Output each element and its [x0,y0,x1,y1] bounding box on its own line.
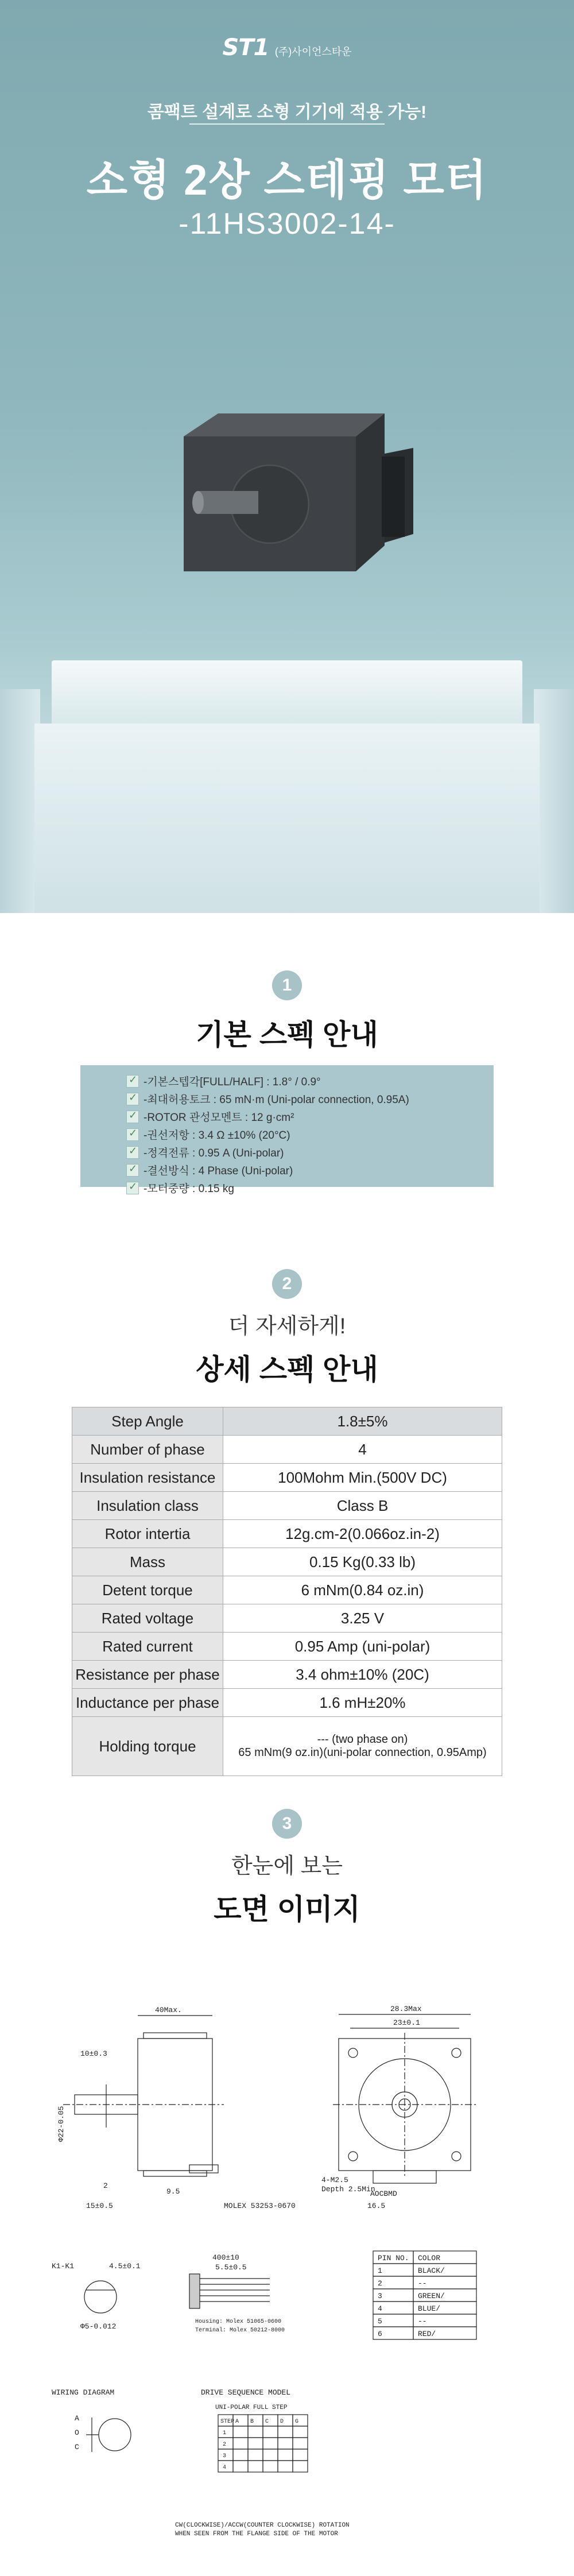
section-title: 기본 스펙 안내 [196,1019,378,1051]
wiring-diagram [52,2388,131,2452]
drive-title: DRIVE SEQUENCE MODEL [201,2388,291,2397]
holding-line-1: --- (two phase on) [317,1733,408,1746]
side-view [57,2006,224,2210]
drive-header-cell: G [295,2419,299,2425]
holding-line-2: 65 mNm(9 oz.in)(uni-polar connection, 0.95Amp) [238,1746,487,1759]
spec-table-row [72,1407,502,1436]
logo-mark: ST1 [222,34,269,61]
stepper-motor-image [166,402,430,597]
spec-item-text: -정격전류 : 0.95 A (Uni-polar) [144,1147,284,1159]
dim-phi5: Φ5-0.012 [80,2322,117,2331]
dim-phi22: Φ22-0.05 [57,2106,65,2142]
detail-spec-table [72,1407,502,1776]
pin-table-cell: -- [418,2279,427,2288]
spec-value: 4 [223,1436,502,1464]
dim-23: 23±0.1 [393,2018,420,2027]
product-model: -11HS3002-14- [179,207,395,241]
spec-value [223,1717,502,1776]
section-title: 상세 스펙 안내 [196,1353,378,1386]
spec-item [80,1125,494,1143]
pin-table-cell: BLACK/ [418,2266,445,2275]
spec-value: 6 mNm(0.84 oz.in) [223,1576,502,1604]
dim-28-3: 28.3Max [390,2005,422,2013]
housing-label: Housing: Molex 51065-0600 [195,2319,282,2325]
dim-15: 15±0.5 [86,2202,113,2210]
spec-item-text: -최대허용토크 : 65 mN·m (Uni-polar connection, 0.95A) [144,1094,409,1106]
dim-k1: K1-K1 [52,2262,75,2271]
check-icon [126,1128,139,1141]
svg-text:A: A [75,2414,79,2423]
pin-table-header: COLOR [418,2254,441,2262]
footnote-2: WHEN SEEN FROM THE FLANGE SIDE OF THE MOTOR [175,2531,338,2538]
check-icon [126,1093,139,1105]
pin-table-cell: 4 [378,2304,382,2313]
dim-9-5: 9.5 [166,2187,180,2196]
technical-drawing [52,1998,522,2544]
check-icon [126,1146,139,1159]
pin-table-cell: 3 [378,2292,382,2300]
logo-company: (주)사이언스타운 [274,46,352,57]
spec-key: Inductance per phase [72,1689,223,1717]
wiring-title: WIRING DIAGRAM [52,2388,115,2397]
spec-key: Rotor intertia [72,1520,223,1548]
spec-item [80,1090,494,1108]
spec-key: Mass [72,1548,223,1576]
drawing-section [0,1809,574,1928]
pin-table-cell: RED/ [418,2330,436,2338]
spec-key: Rated voltage [72,1604,223,1633]
spec-table-row [72,1689,502,1717]
drive-header-cell: D [280,2419,284,2425]
spec-item [80,1072,494,1090]
drive-step-cell: 2 [223,2442,227,2448]
detail-spec-section [0,1269,574,1388]
pin-table-cell: GREEN/ [418,2292,445,2300]
drive-step-cell: 1 [223,2430,227,2436]
spec-key: Detent torque [72,1576,223,1604]
dim-400: 400±10 [212,2253,239,2262]
spec-key: Number of phase [72,1436,223,1464]
spec-value: 1.8±5% [223,1407,502,1436]
spec-key: Insulation class [72,1492,223,1520]
pin-table-cell: BLUE/ [418,2304,441,2313]
section-number: 1 [272,970,302,1000]
product-title: 소형 2상 스테핑 모터 [86,156,488,204]
pin-table-header: PIN NO. [378,2254,409,2262]
drive-subtitle: UNI-POLAR FULL STEP [215,2404,288,2411]
dim-40max: 40Max. [155,2006,182,2014]
spec-value: 100Mohm Min.(500V DC) [223,1464,502,1492]
spec-table-row [72,1661,502,1689]
check-icon [126,1075,139,1088]
drive-header-cell: C [265,2419,269,2425]
spec-item [80,1143,494,1161]
dim-4-5: 4.5±0.1 [109,2262,141,2271]
drive-header-cell: A [235,2419,239,2425]
section-number: 3 [272,1809,302,1839]
spec-item-text: -결선방식 : 4 Phase (Uni-polar) [144,1165,293,1177]
pin-table [373,2251,476,2339]
footnote-1: CW(CLOCKWISE)/ACCW(COUNTER CLOCKWISE) ROTATION [175,2522,350,2529]
dim-10: 10±0.3 [80,2049,107,2058]
front-view [224,2005,476,2210]
pedestal-face [34,724,540,913]
svg-text:O: O [75,2428,79,2437]
dim-5-5: 5.5±0.5 [215,2263,247,2272]
spec-item [80,1161,494,1179]
drive-step-cell: 4 [223,2465,227,2471]
spec-table-row [72,1520,502,1548]
dim-m25: 4-M2.5 [321,2176,348,2184]
check-icon [126,1182,139,1194]
pin-table-cell: -- [418,2317,427,2326]
spec-key: Holding torque [72,1717,223,1776]
spec-item-text: -모터중량 : 0.15 kg [144,1183,234,1195]
pin-table-cell: 2 [378,2279,382,2288]
spec-value: 3.25 V [223,1604,502,1633]
tagline-underline [189,123,385,125]
spec-key: Resistance per phase [72,1661,223,1689]
spec-item-text: -ROTOR 관성모멘트 : 12 g·cm² [144,1112,294,1124]
dim-depth: Depth 2.5Min [321,2185,375,2194]
basic-spec-section [0,970,574,1053]
cable-detail [189,2253,285,2334]
spec-table-row [72,1604,502,1633]
drive-header-cell: B [250,2419,254,2425]
spec-table-row [72,1717,502,1776]
svg-text:C: C [75,2443,79,2451]
spec-item-text: -권선저항 : 3.4 Ω ±10% (20°C) [144,1130,290,1142]
spec-item [80,1179,494,1197]
dim-16-5: 16.5 [367,2202,386,2210]
spec-table-row [72,1548,502,1576]
spec-value: 0.15 Kg(0.33 lb) [223,1548,502,1576]
spec-key: Rated current [72,1633,223,1661]
pin-table-cell: 1 [378,2266,382,2275]
hero-banner [0,0,574,913]
pin-table-cell: 5 [378,2317,382,2326]
spec-value: Class B [223,1492,502,1520]
check-icon [126,1164,139,1177]
spec-value: 1.6 mH±20% [223,1689,502,1717]
brand-logo [0,34,574,61]
terminal-label: Terminal: Molex 50212-8000 [195,2327,285,2334]
hero-tagline: 콤팩트 설계로 소형 기기에 적용 가능! [147,103,427,122]
spec-value: 3.4 ohm±10% (20C) [223,1661,502,1689]
spec-table-row [72,1633,502,1661]
spec-value: 0.95 Amp (uni-polar) [223,1633,502,1661]
basic-spec-box [80,1065,494,1195]
check-icon [126,1111,139,1123]
spec-table-row [72,1492,502,1520]
drive-step-cell: 3 [223,2453,227,2459]
pedestal-right [534,689,574,913]
section-number: 2 [272,1269,302,1299]
spec-item-text: -기본스텝각[FULL/HALF] : 1.8° / 0.9° [144,1076,321,1088]
section-title: 도면 이미지 [214,1893,360,1925]
spec-table-row [72,1436,502,1464]
section-subtitle: 한눈에 보는 [231,1854,343,1878]
shaft-detail [52,2262,141,2331]
drive-sequence-table [201,2388,308,2472]
spec-table-row [72,1464,502,1492]
pedestal-top [52,660,522,729]
dim-molex: MOLEX 53253-0670 [224,2202,296,2210]
spec-item [80,1108,494,1125]
spec-key: Insulation resistance [72,1464,223,1492]
spec-value: 12g.cm-2(0.066oz.in-2) [223,1520,502,1548]
spec-key: Step Angle [72,1407,223,1436]
pin-table-cell: 6 [378,2330,382,2338]
drive-header-cell: STEP [220,2419,235,2425]
dim-aocbmd: AOCBMD [370,2190,397,2198]
section-subtitle: 더 자세하게! [228,1314,346,1339]
spec-table-row [72,1576,502,1604]
dim-2: 2 [103,2182,108,2190]
